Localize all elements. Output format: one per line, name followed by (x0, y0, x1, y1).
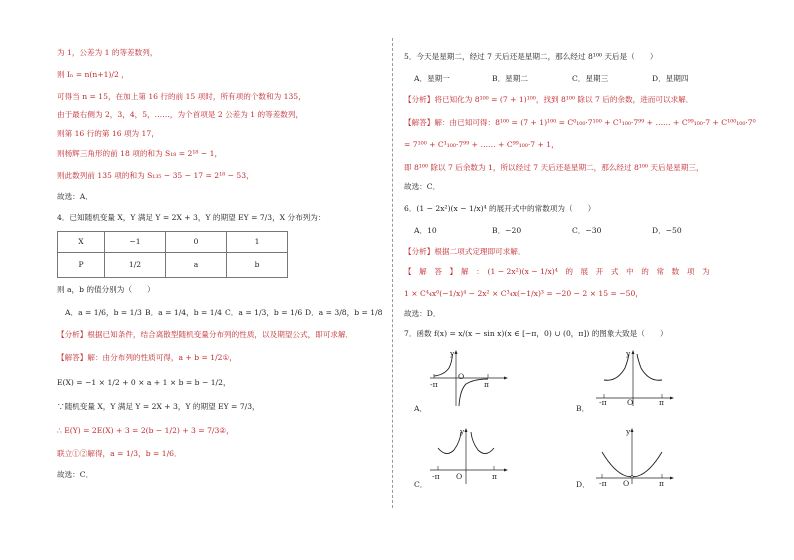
text-line: 则杨辉三角形的前 18 项的和为 S₁₈ = 2¹⁸ − 1， (57, 149, 223, 158)
distribution-table (57, 231, 288, 278)
table-row (58, 232, 288, 253)
axis-y-label: y (460, 427, 465, 436)
neg-pi-label: -π (599, 479, 607, 488)
origin-label: O (623, 479, 630, 488)
text-line: ∴ E(Y) = 2E(X) + 3 = 2(b − 1/2) + 3 = 7/3②， (57, 426, 234, 435)
solution-text: 解：由分布列的性质可得，a + b = 1/2①， (87, 353, 237, 362)
solution-label: 【解答】 (404, 118, 435, 127)
axis-y-label: y (450, 349, 455, 358)
neg-pi-label: -π (599, 398, 607, 407)
option-d: D． (576, 480, 590, 489)
table-cell: P (58, 253, 105, 278)
option-b: B．a = 1/4，b = 1/4 (145, 308, 222, 317)
q6-solution (404, 267, 710, 276)
text-line: 故选：C． (404, 182, 441, 191)
option-a: A．星期一 (414, 74, 450, 83)
analysis-text: 根据二项式定理即可求解． (434, 247, 526, 256)
analysis-label: 【分析】 (404, 95, 435, 104)
pi-label: π (484, 380, 489, 389)
option-a: A． (414, 404, 428, 413)
table-cell: X (58, 232, 105, 253)
table-cell: a (166, 253, 227, 278)
option-b: B． (576, 404, 590, 413)
q5-solution (404, 118, 756, 127)
analysis-label: 【分析】 (57, 330, 88, 339)
solution-text: 解 ： (1 − 2x²)(x − 1/x)⁴ 的 展 开 式 中 的 常 数 项 为 (453, 267, 710, 276)
text-line: = 7¹⁰⁰ + C¹₁₀₀·7⁹⁹ + …… + C⁹⁹₁₀₀·7 + 1， (404, 140, 559, 149)
option-c: C． (414, 480, 428, 489)
table-cell: 0 (166, 232, 227, 253)
text-line: 故选：C． (57, 470, 94, 479)
question-6: 6．(1 − 2x²)(x − 1/x)⁴ 的展开式中的常数项为（ ） (404, 204, 596, 213)
q5-analysis (404, 95, 693, 104)
graph-a (426, 350, 508, 408)
neg-pi-label: -π (430, 380, 438, 389)
solution-text: 解：由已知可得：8¹⁰⁰ = (7 + 1)¹⁰⁰ = C⁰₁₀₀·7¹⁰⁰ + C¹₁₀₀·7⁹⁹ + …… + C⁹⁹₁₀₀·7 + C¹⁰⁰₁₀₀·7⁰ (434, 118, 756, 127)
pi-label: π (492, 472, 497, 481)
table-cell: −1 (105, 232, 166, 253)
option-c: C．a = 1/3，b = 1/6 (225, 308, 303, 317)
text-line: ∵随机变量 X，Y 满足 Y = 2X + 3，Y 的期望 EY = 7/3， (57, 402, 260, 411)
option-b: B．星期二 (492, 74, 528, 83)
text-line: 则 Iₙ = n(n+1)/2 ， (57, 70, 129, 79)
question-4-ask: 则 a，b 的值分别为（ ） (57, 285, 155, 294)
neg-pi-label: -π (432, 472, 440, 481)
origin-label: O (458, 372, 465, 381)
origin-label: O (456, 472, 463, 481)
column-divider (392, 38, 393, 508)
text-line: 则第 16 行的第 16 项为 17， (57, 129, 159, 138)
axis-y-label: y (626, 427, 631, 436)
q6-analysis (404, 247, 526, 256)
table-cell: 1 (227, 232, 288, 253)
analysis-text: 将已知化为 8¹⁰⁰ = (7 + 1)¹⁰⁰，找到 8¹⁰⁰ 除以 7 后的余数，进而可以求解． (434, 95, 694, 104)
option-b: B．−20 (492, 226, 522, 235)
table-cell: b (227, 253, 288, 278)
analysis (57, 330, 353, 339)
axis-y-label: y (626, 349, 631, 358)
solution-label: 【解答】 (57, 353, 88, 362)
text-line: 为 1，公差为 1 的等差数列， (57, 48, 158, 57)
option-c: C．−30 (572, 226, 602, 235)
option-a: A．a = 1/6，b = 1/3 (65, 308, 142, 317)
text-line: 联立①②解得，a = 1/3，b = 1/6． (57, 449, 182, 458)
table-row (58, 253, 288, 278)
option-a: A．10 (414, 226, 437, 235)
solution (57, 353, 237, 362)
pi-label: π (659, 479, 664, 488)
question-7: 7．函数 f(x) = x/(x − sin x)(x ∈ [−π，0) ∪ (0，π]) 的图象大致是（ ） (404, 329, 668, 338)
text-line: 由于最右侧为 2，3，4，5，……，为个首项是 2 公差为 1 的等差数列， (57, 110, 304, 119)
option-d: D．−50 (652, 226, 682, 235)
text-line: 即 8¹⁰⁰ 除以 7 后余数为 1，所以经过 7 天后还是星期二，那么经过 8¹⁰⁰ 天后是星期三， (404, 163, 704, 172)
text-line: 可得当 n = 15，在加上第 16 行的前 15 项时，所有项的个数和为 135， (57, 92, 306, 101)
question-5: 5．今天是星期二，经过 7 天后还是星期二，那么经过 8¹⁰⁰ 天后是（ ） (404, 52, 658, 61)
question-4: 4．已知随机变量 X，Y 满足 Y = 2X + 3，Y 的期望 EY = 7/3，X 分布列为： (57, 213, 326, 222)
option-d: D．a = 3/8，b = 1/8 (305, 308, 383, 317)
text-line: E(X) = −1 × 1/2 + 0 × a + 1 × b = b − 1/2， (57, 378, 231, 387)
analysis-text: 根据已知条件，结合离散型随机变量分布列的性质，以及期望公式，即可求解． (87, 330, 354, 339)
option-d: D．星期四 (652, 74, 689, 83)
origin-label: O (627, 398, 634, 407)
text-line: 则此数列前 135 项的和为 S₁₃₅ − 35 − 17 = 2¹⁸ − 53， (57, 171, 254, 180)
solution-label: 【 解 答 】 (404, 267, 454, 276)
text-line: 1 × C⁴₄x⁰(−1/x)⁴ − 2x² × C³₄x(−1/x)³ = −20 − 2 × 15 = −50， (404, 289, 643, 298)
graph-d (592, 428, 674, 486)
table-cell: 1/2 (105, 253, 166, 278)
pi-label: π (659, 398, 664, 407)
text-line: 故选：A． (57, 192, 93, 201)
analysis-label: 【分析】 (404, 247, 435, 256)
option-c: C．星期三 (572, 74, 609, 83)
text-line: 故选：D． (404, 309, 441, 318)
